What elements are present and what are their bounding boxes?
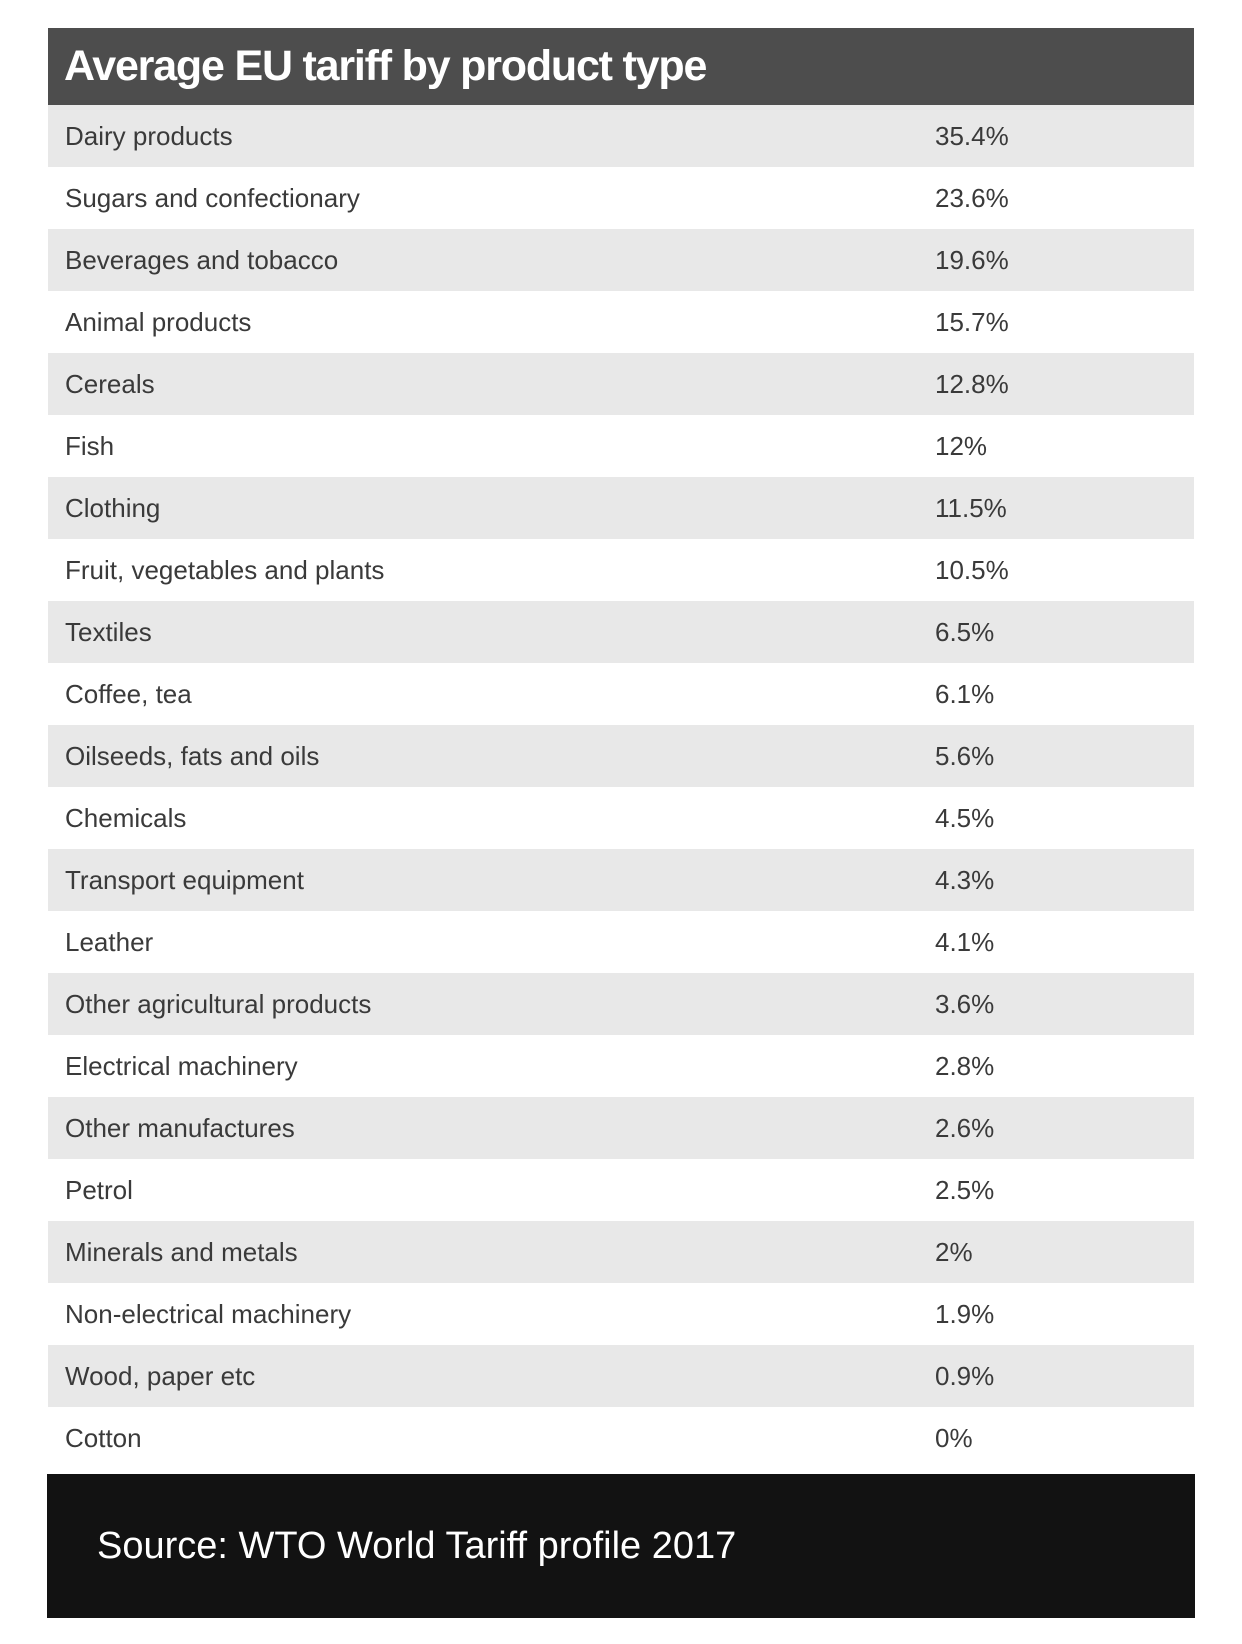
- title-bar: [48, 28, 1194, 105]
- table-row: [48, 601, 1194, 663]
- table-row: [48, 911, 1194, 973]
- table-row: [48, 1283, 1194, 1345]
- table-row: [48, 1221, 1194, 1283]
- row-label: Fruit, vegetables and plants: [65, 554, 385, 585]
- source-bar: [47, 1474, 1195, 1618]
- table-row: [48, 725, 1194, 787]
- row-value: 0%: [935, 1422, 973, 1453]
- row-value: 1.9%: [935, 1298, 995, 1329]
- table-row: [48, 849, 1194, 911]
- row-label: Cotton: [65, 1422, 142, 1453]
- row-label: Petrol: [65, 1174, 133, 1205]
- row-label: Dairy products: [65, 120, 233, 151]
- row-value: 15.7%: [935, 306, 1009, 337]
- row-value: 2.5%: [935, 1174, 995, 1205]
- row-label: Electrical machinery: [65, 1050, 298, 1081]
- source-note: Source: WTO World Tariff profile 2017: [97, 1524, 737, 1567]
- table-row: [48, 1035, 1194, 1097]
- row-value: 12%: [935, 430, 988, 461]
- row-label: Animal products: [65, 306, 252, 337]
- table-row: [48, 105, 1194, 167]
- row-label: Fish: [65, 430, 115, 461]
- row-value: 35.4%: [935, 120, 1009, 151]
- table-row: [48, 539, 1194, 601]
- table-row: [48, 291, 1194, 353]
- row-value: 11.5%: [935, 492, 1007, 523]
- row-label: Coffee, tea: [65, 678, 192, 709]
- row-value: 10.5%: [935, 554, 1009, 585]
- table-row: [48, 167, 1194, 229]
- row-value: 19.6%: [935, 244, 1009, 275]
- row-label: Other agricultural products: [65, 988, 372, 1019]
- table-row: [48, 1345, 1194, 1407]
- row-label: Sugars and confectionary: [65, 182, 360, 213]
- row-value: 4.3%: [935, 864, 995, 895]
- row-label: Minerals and metals: [65, 1236, 298, 1267]
- row-label: Clothing: [65, 492, 161, 523]
- row-value: 4.5%: [935, 802, 995, 833]
- row-label: Wood, paper etc: [65, 1360, 256, 1391]
- row-value: 0.9%: [935, 1360, 995, 1391]
- row-label: Textiles: [65, 616, 152, 647]
- row-value: 23.6%: [935, 182, 1009, 213]
- tariff-table: [48, 28, 1194, 1469]
- row-value: 6.1%: [935, 678, 995, 709]
- table-title: Average EU tariff by product type: [64, 42, 707, 90]
- row-value: 6.5%: [935, 616, 995, 647]
- row-label: Beverages and tobacco: [65, 244, 339, 275]
- table-row: [48, 1159, 1194, 1221]
- row-label: Transport equipment: [65, 864, 304, 895]
- row-label: Other manufactures: [65, 1112, 295, 1143]
- row-value: 5.6%: [935, 740, 995, 771]
- row-value: 3.6%: [935, 988, 995, 1019]
- table-row: [48, 415, 1194, 477]
- row-label: Chemicals: [65, 802, 187, 833]
- row-label: Leather: [65, 926, 154, 957]
- row-label: Non-electrical machinery: [65, 1298, 352, 1329]
- table-row: [48, 787, 1194, 849]
- table-row: [48, 1097, 1194, 1159]
- table-body: [48, 105, 1194, 1469]
- table-row: [48, 1407, 1194, 1469]
- table-row: [48, 353, 1194, 415]
- table-row: [48, 477, 1194, 539]
- row-value: 4.1%: [935, 926, 995, 957]
- row-label: Cereals: [65, 368, 155, 399]
- row-label: Oilseeds, fats and oils: [65, 740, 320, 771]
- table-row: [48, 663, 1194, 725]
- table-row: [48, 229, 1194, 291]
- row-value: 2%: [935, 1236, 973, 1267]
- row-value: 12.8%: [935, 368, 1009, 399]
- row-value: 2.8%: [935, 1050, 995, 1081]
- row-value: 2.6%: [935, 1112, 995, 1143]
- table-row: [48, 973, 1194, 1035]
